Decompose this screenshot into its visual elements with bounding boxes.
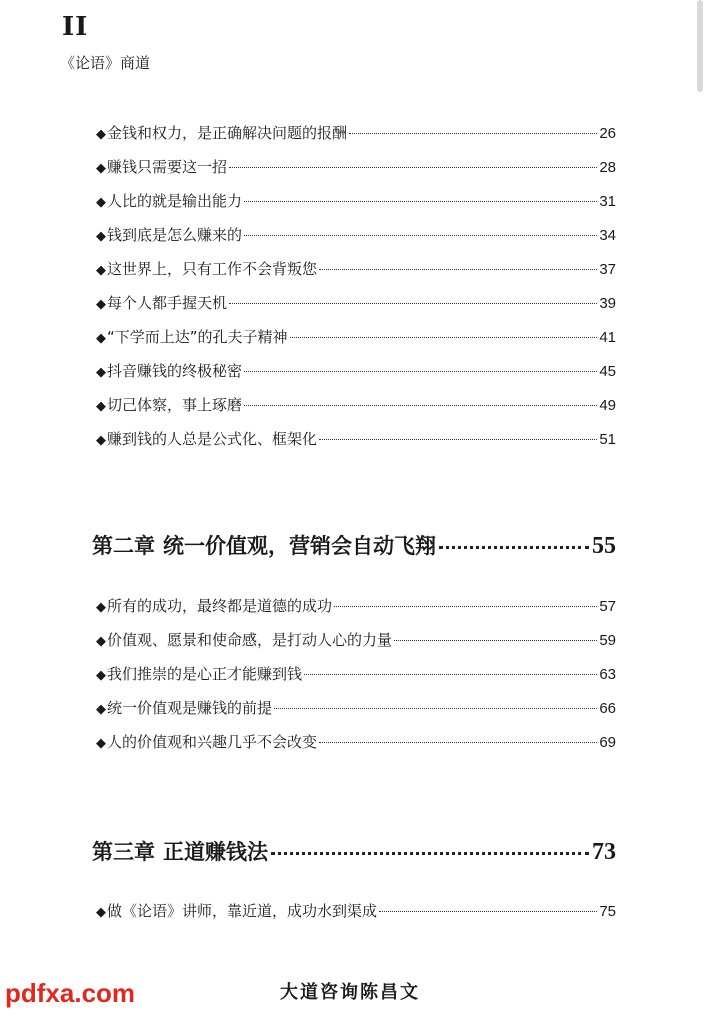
toc-entry[interactable] [96, 731, 616, 765]
toc-entry-title: 钱到底是怎么赚来的 [107, 226, 243, 244]
toc-entry-title: 赚到钱的人总是公式化、框架化 [107, 430, 318, 448]
toc-entry-page: 28 [599, 159, 616, 176]
toc-entry-title: 所有的成功，最终都是道德的成功 [107, 597, 333, 615]
diamond-bullet-icon: ◆ [96, 668, 106, 683]
diamond-bullet-icon: ◆ [96, 195, 106, 210]
leader-dots [304, 674, 597, 675]
toc-entry-title: 价值观、愿景和使命感，是打动人心的力量 [107, 631, 393, 649]
toc-entry-title: 每个人都手握天机 [107, 294, 228, 312]
toc-list-part2 [96, 595, 616, 765]
toc-entry-title: 人比的就是输出能力 [107, 192, 243, 210]
leader-dots [319, 269, 597, 270]
toc-entry-page: 31 [599, 193, 616, 210]
toc-entry[interactable] [96, 258, 616, 292]
leader-dots [290, 337, 598, 338]
chapter-page: 73 [592, 839, 616, 865]
toc-entry[interactable] [96, 292, 616, 326]
toc-entry-page: 63 [599, 666, 616, 683]
toc-entry-page: 51 [599, 431, 616, 448]
toc-entry-title: 统一价值观是赚钱的前提 [107, 699, 273, 717]
chapter-label: 第二章 [92, 533, 155, 558]
chapter-title: 正道赚钱法 [163, 839, 268, 864]
toc-entry-title: 我们推崇的是心正才能赚到钱 [107, 665, 303, 683]
toc-entry-page: 26 [599, 125, 616, 142]
toc-entry-title: 切己体察，事上琢磨 [107, 396, 243, 414]
toc-entry-title: 人的价值观和兴趣几乎不会改变 [107, 733, 318, 751]
toc-entry[interactable] [96, 697, 616, 731]
chapter-title: 统一价值观，营销会自动飞翔 [163, 533, 436, 558]
toc-entry-title: “下学而上达”的孔夫子精神 [107, 328, 288, 346]
diamond-bullet-icon: ◆ [96, 600, 106, 615]
leader-dots [439, 546, 589, 549]
toc-entry-page: 39 [599, 295, 616, 312]
toc-entry[interactable] [96, 629, 616, 663]
toc-entry[interactable] [96, 595, 616, 629]
leader-dots [334, 606, 597, 607]
diamond-bullet-icon: ◆ [96, 433, 106, 448]
diamond-bullet-icon: ◆ [96, 365, 106, 380]
toc-entry-page: 66 [599, 700, 616, 717]
leader-dots [379, 911, 597, 912]
toc-entry-page: 49 [599, 397, 616, 414]
chapter-page: 55 [592, 533, 616, 559]
toc-entry[interactable] [96, 360, 616, 394]
diamond-bullet-icon: ◆ [96, 161, 106, 176]
toc-entry-title: 做《论语》讲师，靠近道，成功水到渠成 [107, 902, 378, 920]
toc-entry[interactable] [96, 428, 616, 462]
toc-entry-page: 34 [599, 227, 616, 244]
toc-list-part3 [96, 900, 616, 934]
diamond-bullet-icon: ◆ [96, 263, 106, 278]
leader-dots [274, 708, 597, 709]
toc-entry[interactable] [96, 394, 616, 428]
toc-entry[interactable] [96, 156, 616, 190]
book-title: 《论语》商道 [60, 54, 151, 72]
diamond-bullet-icon: ◆ [96, 331, 106, 346]
leader-dots [319, 742, 597, 743]
diamond-bullet-icon: ◆ [96, 905, 106, 920]
toc-entry-page: 57 [599, 598, 616, 615]
toc-entry[interactable] [96, 224, 616, 258]
toc-entry-page: 41 [599, 329, 616, 346]
toc-entry-page: 75 [599, 903, 616, 920]
leader-dots [244, 235, 597, 236]
toc-entry[interactable] [96, 122, 616, 156]
diamond-bullet-icon: ◆ [96, 399, 106, 414]
toc-entry-page: 69 [599, 734, 616, 751]
toc-entry[interactable] [96, 663, 616, 697]
leader-dots [244, 405, 597, 406]
toc-entry-title: 赚钱只需要这一招 [107, 158, 228, 176]
toc-entry-page: 45 [599, 363, 616, 380]
chapter-2-heading[interactable] [92, 530, 616, 560]
toc-entry[interactable] [96, 190, 616, 224]
diamond-bullet-icon: ◆ [96, 702, 106, 717]
leader-dots [229, 167, 597, 168]
diamond-bullet-icon: ◆ [96, 127, 106, 142]
leader-dots [244, 371, 597, 372]
diamond-bullet-icon: ◆ [96, 736, 106, 751]
page-number: II [62, 12, 89, 42]
toc-entry[interactable] [96, 326, 616, 360]
scrollbar[interactable] [697, 0, 703, 92]
leader-dots [271, 852, 589, 855]
toc-entry-title: 抖音赚钱的终极秘密 [107, 362, 243, 380]
diamond-bullet-icon: ◆ [96, 229, 106, 244]
watermark: pdfxa.com [5, 978, 136, 1008]
diamond-bullet-icon: ◆ [96, 634, 106, 649]
toc-list-part1 [96, 122, 616, 462]
toc-entry-title: 金钱和权力，是正确解决问题的报酬 [107, 124, 348, 142]
toc-entry-title: 这世界上，只有工作不会背叛您 [107, 260, 318, 278]
leader-dots [244, 201, 597, 202]
diamond-bullet-icon: ◆ [96, 297, 106, 312]
toc-entry[interactable] [96, 900, 616, 934]
leader-dots [349, 133, 597, 134]
chapter-label: 第三章 [92, 839, 155, 864]
leader-dots [319, 439, 597, 440]
chapter-3-heading[interactable] [92, 836, 616, 866]
leader-dots [229, 303, 597, 304]
footer-text: 大道咨询陈昌文 [280, 982, 420, 1003]
toc-entry-page: 59 [599, 632, 616, 649]
leader-dots [394, 640, 597, 641]
toc-entry-page: 37 [599, 261, 616, 278]
